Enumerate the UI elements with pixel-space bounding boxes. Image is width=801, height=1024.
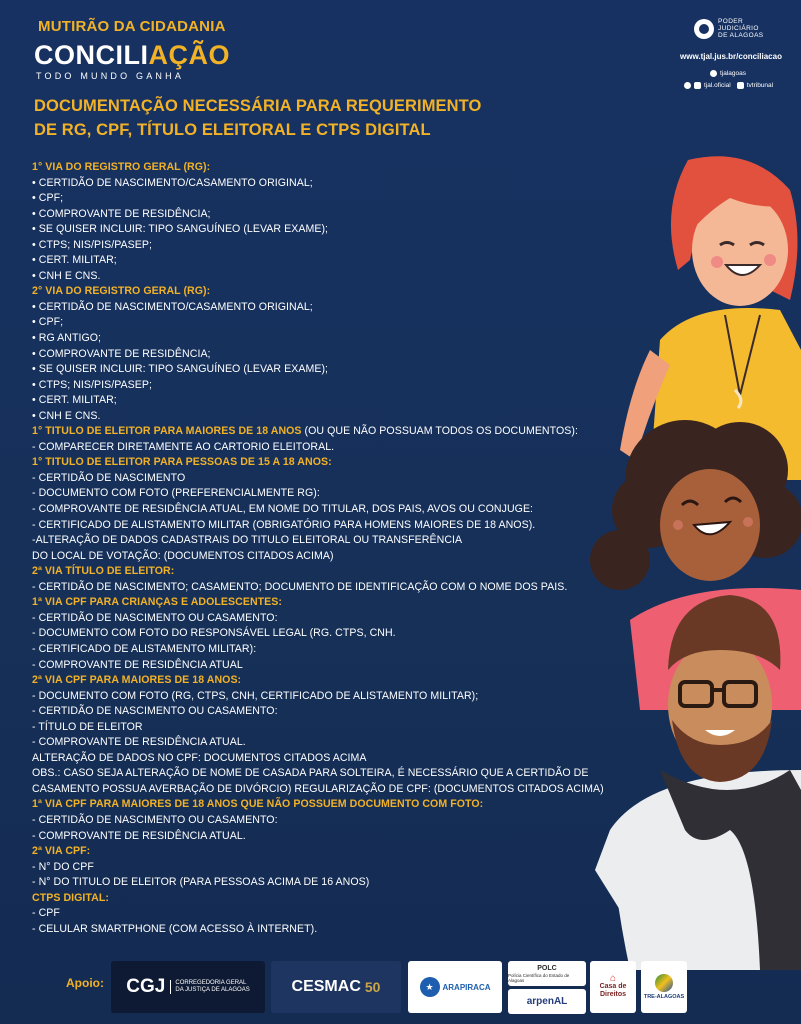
requirement-item: -ALTERAÇÃO DE DADOS CADASTRAIS DO TITULO ELEITORAL OU TRANSFERÊNCIA	[32, 534, 463, 547]
section-heading: CTPS DIGITAL:	[32, 891, 109, 904]
section-heading: 2ª VIA CPF PARA MAIORES DE 18 ANOS:	[32, 674, 242, 687]
requirement-item: • COMPROVANTE DE RESIDÊNCIA;	[32, 347, 211, 360]
section-heading: 1ª VIA CPF PARA MAIORES DE 18 ANOS QUE NÃO POSSUEM DOCUMENTO COM FOTO:	[32, 798, 484, 811]
requirement-item: - CERTIDÃO DE NASCIMENTO; CASAMENTO; DOCUMENTO DE IDENTIFICAÇÃO COM O NOME DOS PAIS.	[32, 580, 568, 593]
requirement-item: • CERTIDÃO DE NASCIMENTO/CASAMENTO ORIGINAL;	[32, 300, 313, 313]
requirement-item: - N° DO CPF	[32, 860, 94, 873]
requirement-item: - CERTIDÃO DE NASCIMENTO OU CASAMENTO:	[32, 611, 278, 624]
tre-name: TRE-ALAGOAS	[643, 994, 685, 1000]
arpen-name: arpenAL	[526, 996, 568, 1007]
section-heading: 2ª VIA TÍTULO DE ELEITOR:	[32, 565, 175, 578]
requirement-item: - CERTIFICADO DE ALISTAMENTO MILITAR):	[32, 642, 257, 655]
requirement-item: - CERTIDÃO DE NASCIMENTO OU CASAMENTO:	[32, 705, 278, 718]
tre-alagoas-logo	[641, 961, 687, 1013]
cgj-acronym: CGJ	[126, 976, 166, 997]
requirement-item: - DOCUMENTO COM FOTO DO RESPONSÁVEL LEGAL (RG. CTPS, CNH.	[32, 627, 396, 640]
requirements-list	[32, 160, 672, 937]
requirement-item: • CERTIDÃO DE NASCIMENTO/CASAMENTO ORIGINAL;	[32, 176, 313, 189]
section-heading: 2° VIA DO REGISTRO GERAL (RG):	[32, 285, 211, 298]
requirement-item: • RG ANTIGO;	[32, 332, 102, 345]
requirement-item: • CNH E CNS.	[32, 269, 101, 282]
twitter-icon	[710, 70, 717, 77]
website-url[interactable]: www.tjal.jus.br/conciliacao	[680, 52, 782, 61]
requirement-item: - COMPARECER DIRETAMENTE AO CARTORIO ELEITORAL.	[32, 440, 335, 453]
instagram-icon	[694, 82, 701, 89]
campaign-logo	[34, 40, 230, 71]
polc-logo	[508, 961, 586, 986]
requirement-item: • COMPROVANTE DE RESIDÊNCIA;	[32, 207, 211, 220]
cgj-name: CORREGEDORIA GERAL DA JUSTIÇA DE ALAGOAS	[170, 980, 249, 994]
youtube-icon	[737, 82, 744, 89]
requirement-item: - COMPROVANTE DE RESIDÊNCIA ATUAL.	[32, 829, 246, 842]
requirement-item: - CPF	[32, 907, 60, 920]
section-heading: 2ª VIA CPF:	[32, 845, 91, 858]
youtube-handle[interactable]: tvtribunal	[746, 82, 774, 89]
polc-name: POLC	[537, 964, 557, 972]
requirement-item: - CERTIDÃO DE NASCIMENTO OU CASAMENTO:	[32, 813, 278, 826]
cesmac-name: CESMAC	[291, 978, 361, 995]
campaign-slogan: TODO MUNDO GANHA	[36, 71, 185, 81]
requirement-item: ALTERAÇÃO DE DADOS NO CPF: DOCUMENTOS CITADOS ACIMA	[32, 751, 367, 764]
section-heading: 1° TITULO DE ELEITOR PARA PESSOAS DE 15 A 18 ANOS:	[32, 456, 332, 469]
cesmac-years: 50	[364, 979, 381, 995]
campaign-name: MUTIRÃO DA CIDADANIA	[38, 18, 226, 35]
requirement-item: - N° DO TITULO DE ELEITOR (PARA PESSOAS ACIMA DE 16 ANOS)	[32, 876, 370, 889]
arapiraca-seal-icon: ★	[420, 977, 440, 997]
requirement-item: - TÍTULO DE ELEITOR	[32, 720, 143, 733]
requirement-item: - COMPROVANTE DE RESIDÊNCIA ATUAL, EM NOME DO TITULAR, DOS PAIS, AVOS OU CONJUGE:	[32, 503, 534, 516]
social-handles	[684, 82, 773, 89]
requirement-item: - CERTIFICADO DE ALISTAMENTO MILITAR (OBRIGATÓRIO PARA HOMENS MAIORES DE 18 ANOS).	[32, 518, 536, 531]
man-glasses-figure	[595, 595, 801, 970]
requirement-item: - CELULAR SMARTPHONE (COM ACESSO À INTERNET).	[32, 922, 318, 935]
people-illustration	[590, 150, 801, 970]
instagram-handle[interactable]: tjal.oficial	[704, 82, 731, 89]
requirement-item: • SE QUISER INCLUIR: TIPO SANGUÍNEO (LEVAR EXAME);	[32, 223, 329, 236]
requirement-item: • CTPS; NIS/PIS/PASEP;	[32, 378, 152, 391]
page-title: DOCUMENTAÇÃO NECESSÁRIA PARA REQUERIMENTO DE RG, CPF, TÍTULO ELEITORAL E CTPS DIGITAL	[34, 97, 482, 139]
facebook-icon	[684, 82, 691, 89]
twitter-handle[interactable]: tjalagoas	[710, 70, 746, 77]
section-heading: 1° VIA DO REGISTRO GERAL (RG):	[32, 161, 211, 173]
arpen-logo	[508, 989, 586, 1014]
requirement-item: OBS.: CASO SEJA ALTERAÇÃO DE NOME DE CASADA PARA SOLTEIRA, É NECESSÁRIO QUE A CERTIDÃO DE	[32, 767, 589, 780]
requirement-item: - CERTIDÃO DE NASCIMENTO	[32, 471, 186, 484]
requirement-item: • CPF;	[32, 192, 64, 205]
requirement-item: • CNH E CNS.	[32, 409, 101, 422]
tjal-logo	[694, 18, 764, 39]
polc-subtitle: Polícia Científica do Estado de Alagoas	[508, 972, 570, 983]
tjal-seal-icon	[694, 19, 714, 39]
requirement-item: • SE QUISER INCLUIR: TIPO SANGUÍNEO (LEVAR EXAME);	[32, 363, 329, 376]
requirement-item: - DOCUMENTO COM FOTO (RG, CTPS, CNH, CERTIFICADO DE ALISTAMENTO MILITAR);	[32, 689, 479, 702]
requirement-item: • CPF;	[32, 316, 64, 329]
requirement-item: - DOCUMENTO COM FOTO (PREFERENCIALMENTE RG):	[32, 487, 320, 500]
tre-globe-icon	[655, 974, 673, 992]
requirement-item: • CTPS; NIS/PIS/PASEP;	[32, 238, 152, 251]
requirement-item: - COMPROVANTE DE RESIDÊNCIA ATUAL	[32, 658, 243, 671]
cesmac-logo	[271, 961, 401, 1013]
requirement-item: DO LOCAL DE VOTAÇÃO: (DOCUMENTOS CITADOS ACIMA)	[32, 549, 334, 562]
section-heading: 1ª VIA CPF PARA CRIANÇAS E ADOLESCENTES:	[32, 596, 282, 609]
requirement-item: • CERT. MILITAR;	[32, 254, 117, 267]
requirement-item: - COMPROVANTE DE RESIDÊNCIA ATUAL.	[32, 736, 246, 749]
logo-part-2: AÇÃO	[148, 40, 230, 70]
house-icon: ⌂	[609, 973, 617, 984]
requirement-item: • CERT. MILITAR;	[32, 394, 117, 407]
casa-de-direitos-logo: ⌂ Casa de Direitos	[590, 961, 636, 1013]
logo-part-1: CONCILI	[34, 40, 149, 70]
section-heading: 1° TITULO DE ELEITOR PARA MAIORES DE 18 ANOS (OU QUE NÃO POSSUAM TODOS OS DOCUMENTOS):	[32, 425, 578, 438]
tjal-name: PODER JUDICIÁRIO DE ALAGOAS	[718, 18, 764, 39]
arapiraca-logo	[408, 961, 502, 1013]
requirement-item: CASAMENTO POSSUA AVERBAÇÃO DE DIVÓRCIO) REGULARIZAÇÃO DE CPF: (DOCUMENTOS CITADOS ACIMA)	[32, 782, 604, 795]
arapiraca-name: ARAPIRACA	[442, 982, 491, 992]
cgj-logo	[111, 961, 265, 1013]
supporters-label: Apoio:	[66, 976, 104, 990]
